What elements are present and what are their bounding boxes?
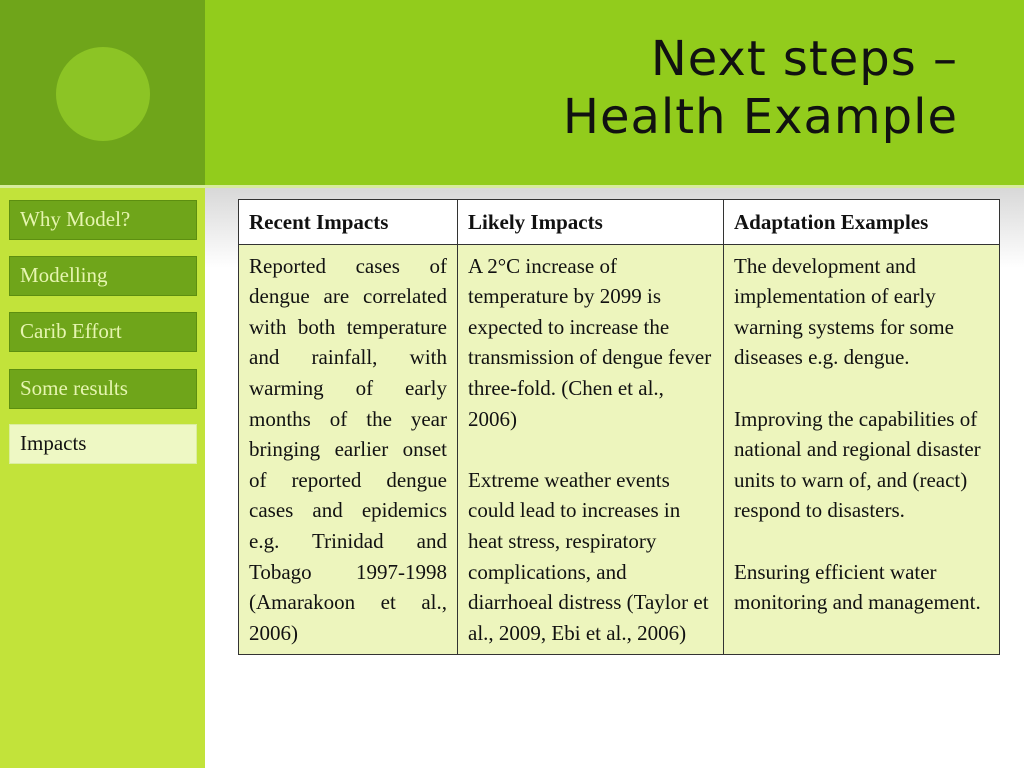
- header-adaptation-examples: Adaptation Examples: [724, 200, 1000, 245]
- cell-adaptation-examples: [724, 244, 1000, 655]
- title-band: [205, 0, 1024, 185]
- sidebar-item-some-results[interactable]: [9, 369, 197, 409]
- slide-title: [258, 30, 958, 146]
- sidebar-item-label: Impacts: [20, 431, 87, 455]
- adaptation-paragraph: The development and implementation of early warning systems for some diseases e.g. dengue.: [734, 253, 954, 370]
- impacts-table-container: [238, 199, 999, 655]
- cell-likely-impacts: [458, 244, 724, 655]
- sidebar-item-label: Some results: [20, 376, 128, 400]
- decorative-circle: [56, 47, 150, 141]
- adaptation-paragraph: Improving the capabilities of national and regional disaster units to warn of, and (react) respond to disasters.: [734, 406, 981, 523]
- likely-impact-paragraph: Extreme weather events could lead to increases in heat stress, respiratory complications, and diarrhoeal distress (Taylor et al., 2009, Ebi et al., 2006): [468, 467, 709, 645]
- sidebar-item-label: Modelling: [20, 263, 108, 287]
- header-likely-impacts: Likely Impacts: [458, 200, 724, 245]
- sidebar-item-carib-effort[interactable]: [9, 312, 197, 352]
- slide-title-line-2: Health Example: [562, 89, 958, 145]
- slide-title-line-1: Next steps –: [650, 31, 958, 87]
- sidebar-item-label: Why Model?: [20, 207, 131, 231]
- sidebar-item-label: Carib Effort: [20, 319, 122, 343]
- header-recent-impacts: Recent Impacts: [239, 200, 458, 245]
- likely-impact-paragraph: A 2°C increase of temperature by 2099 is expected to increase the transmission of dengue fever three-fold. (Chen et al., 2006): [468, 253, 712, 431]
- impacts-table: [238, 199, 1000, 655]
- table-header-row: [239, 200, 1000, 245]
- cell-recent-impacts: Reported cases of dengue are correlated with both temperature and rainfall, with warming of early months of the year bringing earlier onset of reported dengue cases and epidemics e.g. Trinidad and Tobago 1997-1998 (Amarakoon et al., 2006): [239, 244, 458, 655]
- sidebar-item-modelling[interactable]: [9, 256, 197, 296]
- table-row: [239, 244, 1000, 655]
- adaptation-paragraph: Ensuring efficient water monitoring and management.: [734, 559, 981, 615]
- sidebar-item-impacts[interactable]: [9, 424, 197, 464]
- sidebar: [0, 188, 205, 768]
- sidebar-item-why-model[interactable]: [9, 200, 197, 240]
- corner-decoration: [0, 0, 205, 185]
